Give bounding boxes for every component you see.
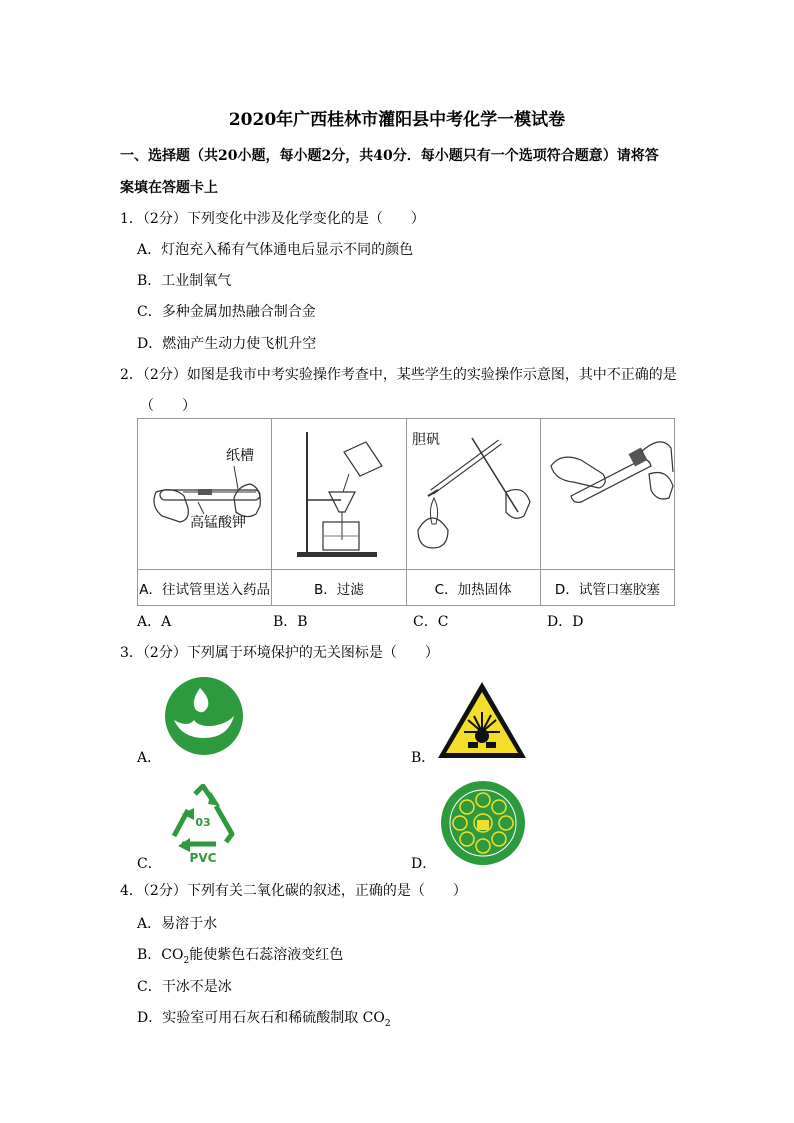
caption-d: D．试管口塞胶塞 (540, 570, 674, 606)
exam-title: 2020年广西桂林市灌阳县中考化学一模试卷 (228, 110, 566, 130)
q2-answer-b: B．B (273, 614, 308, 630)
q1-option-a: A．灯泡充入稀有气体通电后显示不同的颜色 (137, 242, 414, 258)
q4-option-d (137, 1007, 391, 1027)
explosive-warning-icon (436, 680, 528, 760)
q4-option-b-pre: B．CO (137, 947, 184, 963)
figure-a-cell (138, 419, 272, 570)
figure-c-cell (406, 419, 540, 570)
section-heading-line2: 案填在答题卡上 (120, 180, 218, 196)
caption-a: A．往试管里送入药品 (138, 570, 272, 606)
add-powder-illustration (138, 422, 278, 562)
pvc-text: PVC (189, 851, 217, 864)
label-cuso4: 胆矾 (412, 432, 441, 448)
caption-c: C．加热固体 (406, 570, 540, 606)
q1-stem: 1．（2分）下列变化中涉及化学变化的是（ ） (120, 211, 425, 227)
stopper-illustration (541, 422, 681, 562)
q4-option-d-sub: 2 (384, 1018, 391, 1029)
q2-answer-c: C．C (413, 614, 449, 630)
q2-stem-cont: （ ） (140, 398, 196, 414)
q2-figure-table (137, 418, 675, 606)
q4-stem: 4．（2分）下列有关二氧化碳的叙述，正确的是（ ） (120, 883, 467, 899)
caption-b: B．过滤 (272, 570, 406, 606)
q1-option-b: B．工业制氧气 (137, 273, 232, 289)
figure-b-cell (272, 419, 406, 570)
q4-option-d-pre: D．实验室可用石灰石和稀硫酸制取 CO (137, 1010, 385, 1026)
environmental-label-icon (440, 780, 526, 866)
q2-answer-a: A．A (137, 614, 172, 630)
q3-label-a: A． (137, 750, 162, 766)
water-saving-icon (164, 676, 244, 756)
q4-option-a: A．易溶于水 (137, 916, 218, 932)
q4-option-b-post: 能使紫色石蕊溶液变红色 (189, 947, 344, 963)
q4-option-b (137, 944, 343, 964)
pvc-recycling-icon (164, 784, 242, 864)
label-paper-trough: 纸槽 (226, 448, 254, 464)
q1-option-c: C．多种金属加热融合制合金 (137, 304, 316, 320)
pvc-number: 03 (195, 816, 211, 829)
q3-label-d: D． (411, 856, 437, 872)
q3-label-b: B． (411, 750, 436, 766)
filtration-illustration (289, 422, 389, 562)
heat-solid-illustration (408, 422, 538, 562)
figure-d-cell (540, 419, 674, 570)
section-heading-line1: 一、选择题（共20小题，每小题2分，共40分．每小题只有一个选项符合题意）请将答 (120, 148, 659, 164)
q4-option-b-sub: 2 (183, 955, 190, 966)
q4-option-c: C．干冰不是冰 (137, 979, 232, 995)
q2-stem: 2．（2分）如图是我市中考实验操作考查中，某些学生的实验操作示意图，其中不正确的是 (120, 367, 677, 383)
q2-answer-d: D．D (547, 614, 584, 630)
label-kmno4: 高锰酸钾 (190, 515, 246, 531)
q3-label-c: C． (137, 856, 162, 872)
q1-option-d: D．燃油产生动力使飞机升空 (137, 336, 317, 352)
q3-stem: 3．（2分）下列属于环境保护的无关图标是（ ） (120, 645, 439, 661)
